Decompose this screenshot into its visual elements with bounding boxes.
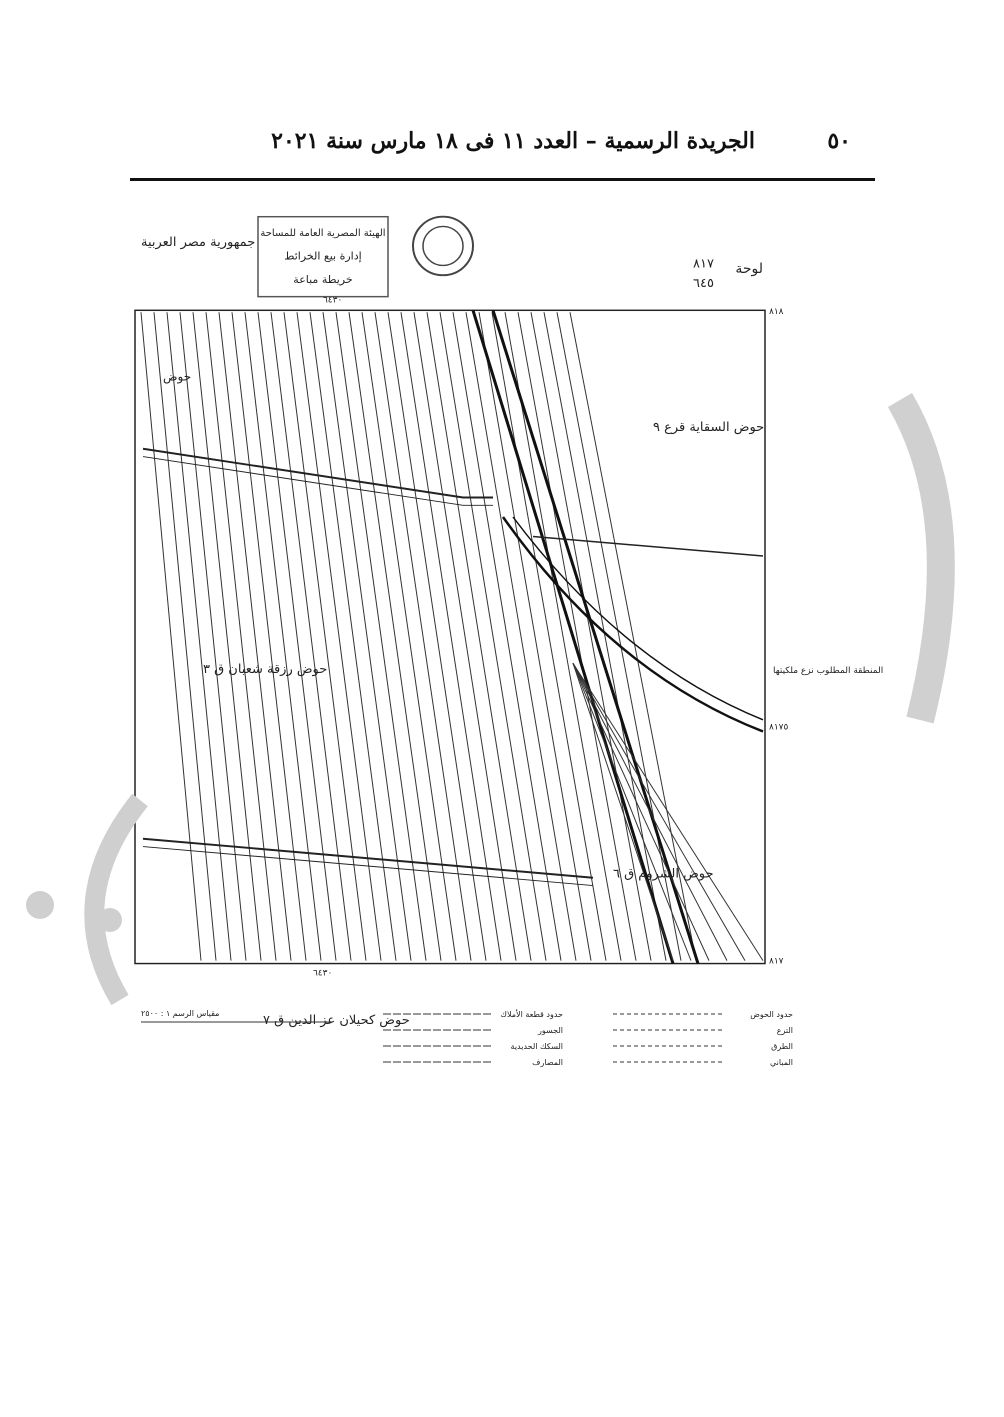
basin-label-1: حوض السقاية قرع ٩ bbox=[653, 420, 765, 436]
basin-label-5: حوض bbox=[163, 369, 192, 384]
coord-top: ٦٤٣٠ bbox=[323, 295, 343, 306]
stamp-line-1: الهيئة المصرية العامة للمساحة bbox=[260, 228, 386, 240]
header-rule bbox=[130, 178, 875, 181]
parcel-line bbox=[453, 312, 561, 960]
parcel-line bbox=[258, 312, 336, 960]
gazette-title: الجريدة الرسمية – العدد ١١ فى ١٨ مارس سنة ٢٠٢١ bbox=[271, 128, 755, 154]
page-number: ٥٠ bbox=[827, 128, 851, 154]
legend-label: الطرق bbox=[771, 1042, 793, 1051]
railway-curve bbox=[503, 517, 763, 732]
stamp-line-2: إدارة بيع الخرائط bbox=[284, 249, 362, 263]
parcel-line bbox=[154, 312, 216, 960]
sheet-number-top: ٨١٧ bbox=[693, 256, 714, 272]
parcel-line bbox=[219, 312, 291, 960]
basin-label-2: حوض رزقة شعبان ق ٣ bbox=[203, 662, 328, 677]
parcel-line bbox=[310, 312, 396, 960]
coord-right-top: ٨١٨ bbox=[769, 307, 784, 318]
legend-label: المباني bbox=[769, 1058, 793, 1067]
parcel-line bbox=[284, 312, 366, 960]
parcel-line bbox=[557, 312, 681, 960]
parcel-line bbox=[466, 312, 576, 960]
scale-label: مقياس الرسم ١ : ٢٥٠٠ bbox=[141, 1009, 220, 1018]
sheet-label: لوحة bbox=[735, 261, 763, 278]
fan-line bbox=[573, 663, 691, 960]
canal-lower-bank bbox=[143, 847, 593, 886]
parcel-line bbox=[141, 312, 201, 960]
legend-label: حدود قطعة الأملاك bbox=[500, 1010, 563, 1019]
survey-seal bbox=[413, 217, 473, 276]
parcel-line bbox=[440, 312, 546, 960]
legend-label: حدود الحوض bbox=[750, 1010, 793, 1019]
parcel-line bbox=[505, 312, 621, 960]
parcel-line bbox=[427, 312, 531, 960]
fan-line bbox=[573, 663, 709, 960]
canal-lower bbox=[143, 839, 593, 878]
parcel-line bbox=[167, 312, 231, 960]
watermark-arc-2 bbox=[900, 400, 941, 720]
legend-label: الترع bbox=[776, 1026, 793, 1035]
map-legend bbox=[133, 1000, 855, 1080]
coord-right-mid: ٨١٧٥ bbox=[769, 722, 789, 733]
page-header bbox=[130, 128, 875, 168]
parcel-line bbox=[336, 312, 426, 960]
railway-track-2 bbox=[493, 310, 698, 963]
parcel-line bbox=[180, 312, 246, 960]
stamp-line-3: خريطة مباعة bbox=[293, 273, 353, 286]
parcel-line bbox=[193, 312, 261, 960]
fan-line bbox=[573, 663, 673, 960]
parcel-line bbox=[544, 312, 666, 960]
legend-label: الجسور bbox=[538, 1026, 563, 1035]
coord-bottom: ٦٤٣٠ bbox=[313, 968, 333, 979]
side-note: المنطقة المطلوب نزع ملكيتها bbox=[773, 666, 884, 676]
legend-label: السكك الحديدية bbox=[510, 1042, 563, 1051]
country-label: جمهورية مصر العربية bbox=[141, 235, 256, 250]
parcel-line bbox=[518, 312, 636, 960]
parcel-line bbox=[232, 312, 306, 960]
railway-curve-2 bbox=[513, 517, 763, 720]
legend-label: المصارف bbox=[532, 1058, 563, 1067]
coord-right-bottom: ٨١٧ bbox=[769, 956, 784, 967]
parcel-line bbox=[362, 312, 456, 960]
sheet-number-bottom: ٦٤٥ bbox=[693, 276, 714, 291]
fan-line bbox=[573, 663, 727, 960]
basin-label-4: حوض كحيلان عز الدين ق ٧ bbox=[263, 1013, 410, 1028]
parcel-line bbox=[206, 312, 276, 960]
railway-track bbox=[473, 310, 673, 963]
basin-label-3: حوض الشروم ق ٦ bbox=[613, 866, 714, 882]
